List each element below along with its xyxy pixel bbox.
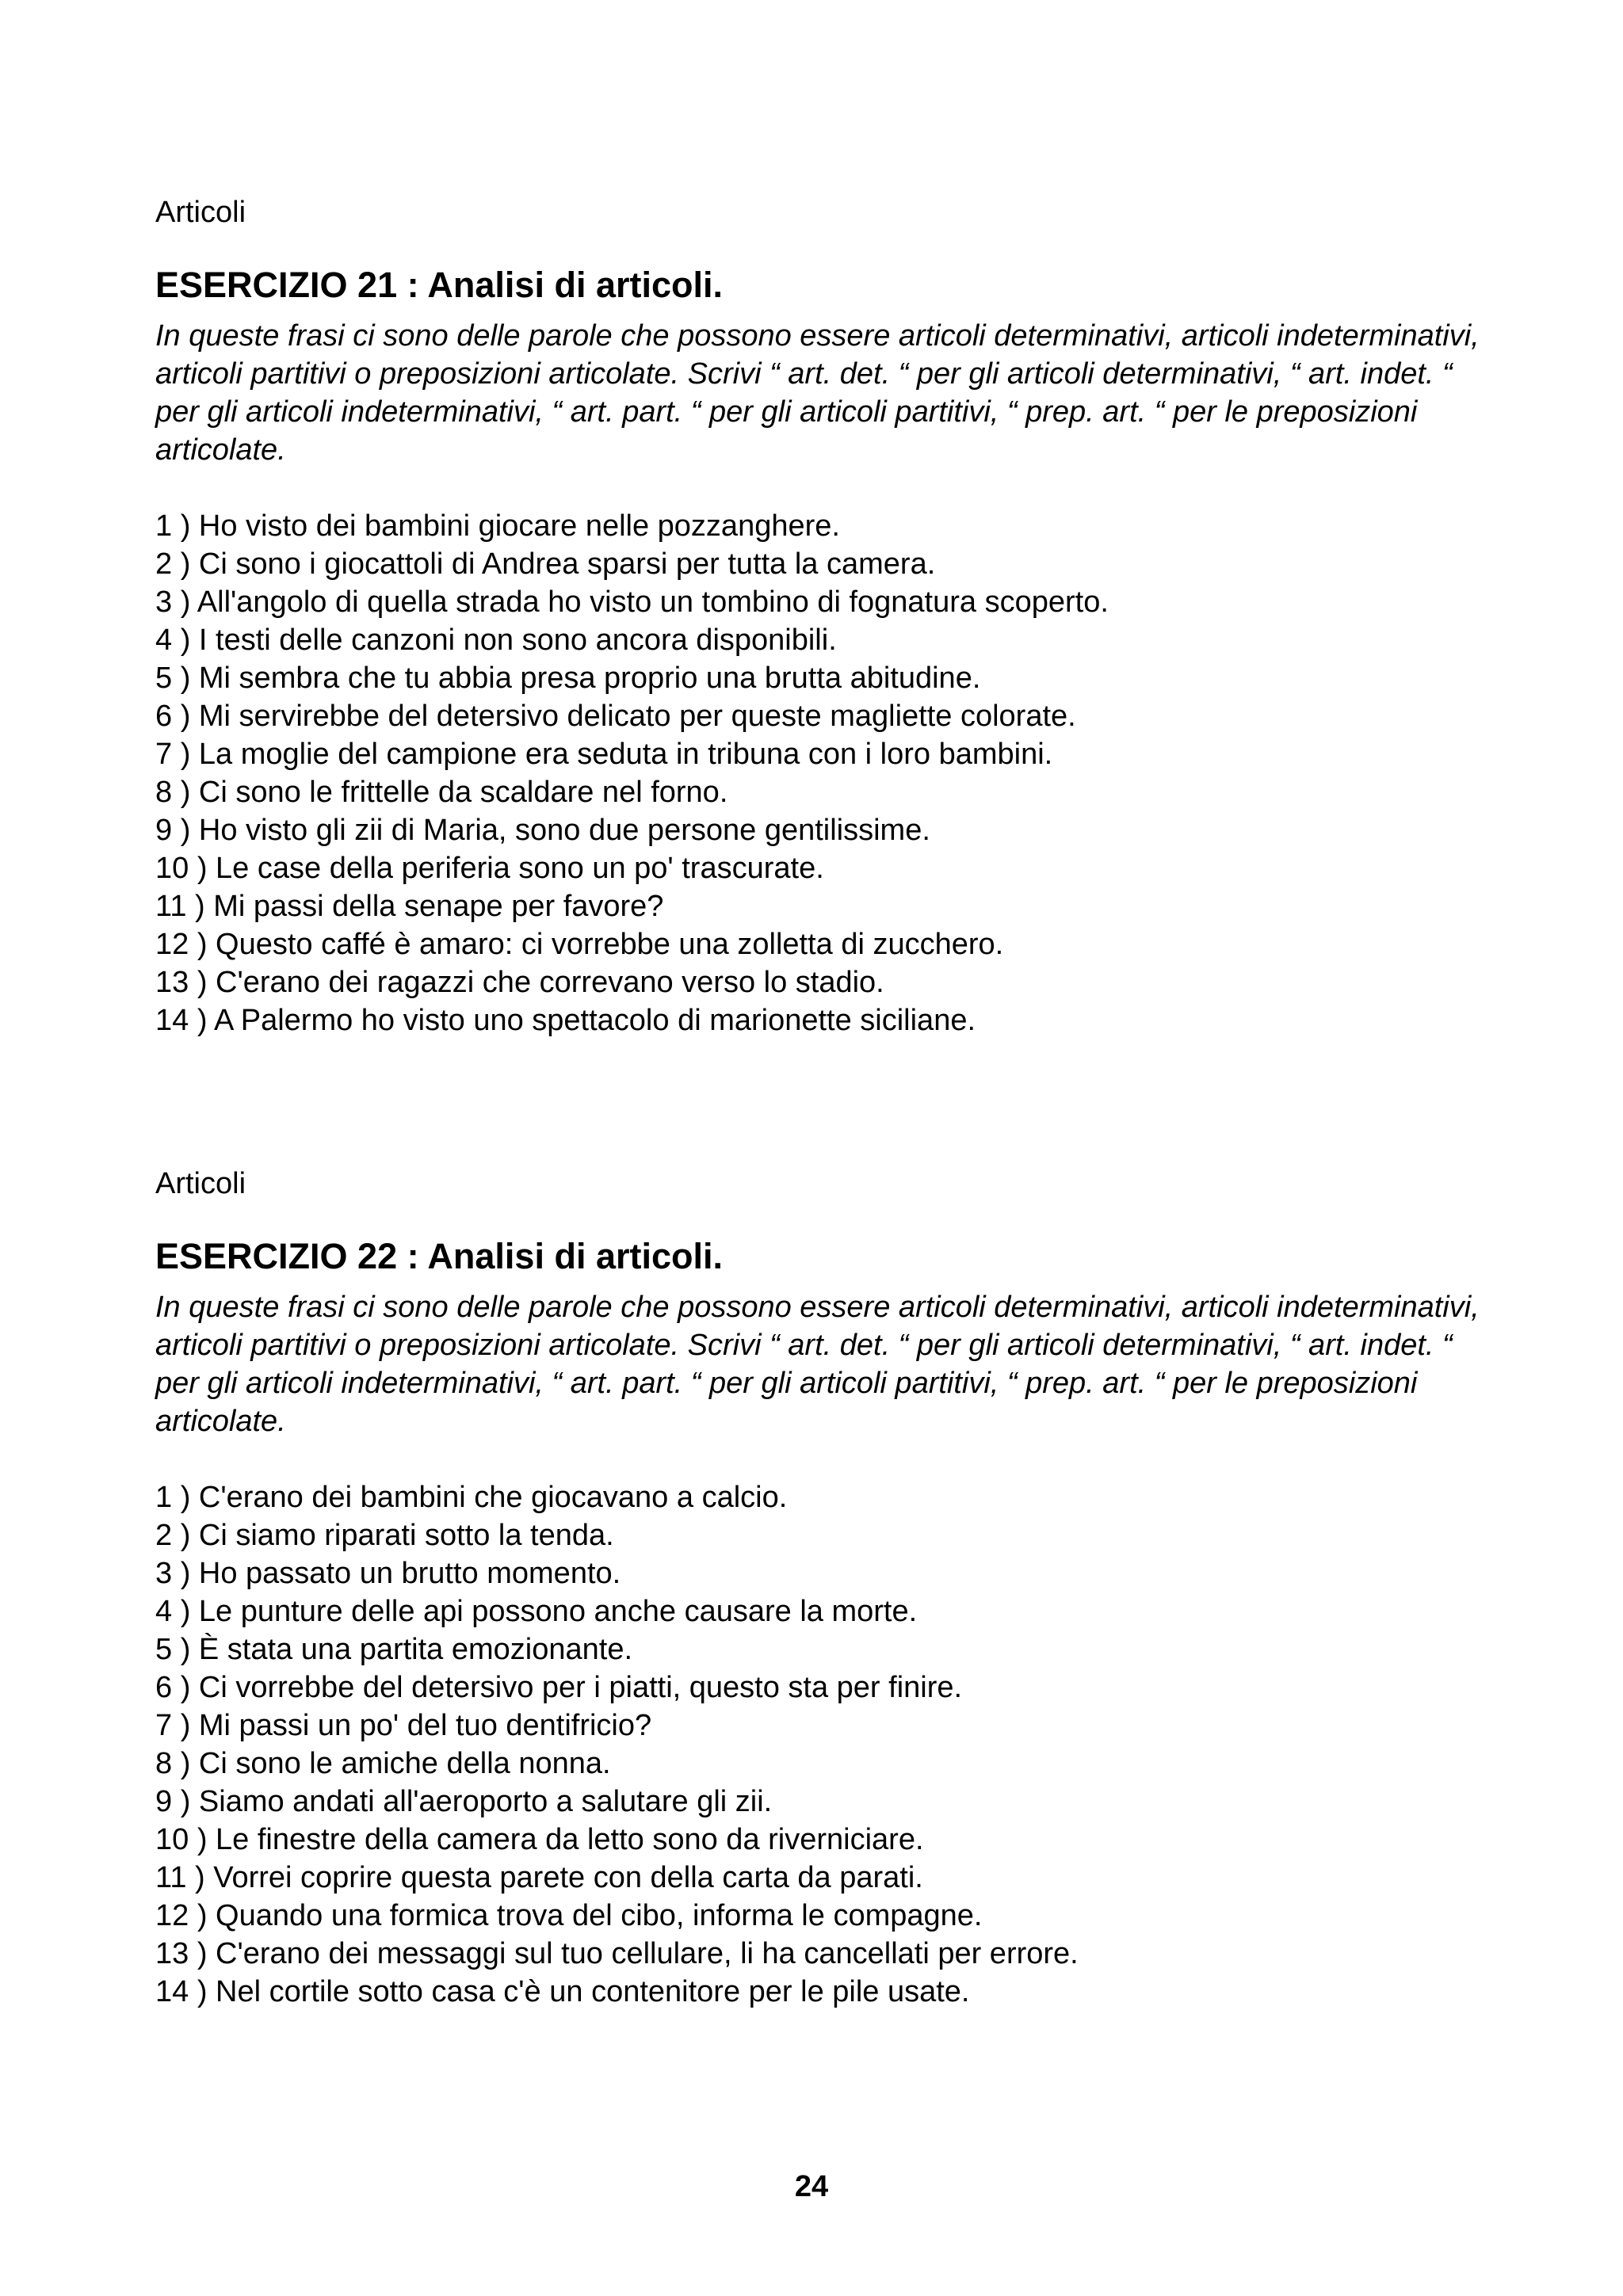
sentence-item: 14 ) A Palermo ho visto uno spettacolo di marionette siciliane. — [155, 1004, 976, 1037]
sentence-item: 11 ) Mi passi della senape per favore? — [155, 890, 664, 923]
sentence-item: 1 ) C'erano dei bambini che giocavano a calcio. — [155, 1481, 788, 1514]
sentence-item: 3 ) Ho passato un brutto momento. — [155, 1557, 621, 1590]
sentence-item: 14 ) Nel cortile sotto casa c'è un contenitore per le pile usate. — [155, 1975, 970, 2008]
sentence-item: 13 ) C'erano dei messaggi sul tuo cellulare, li ha cancellati per errore. — [155, 1937, 1079, 1970]
sentence-item: 3 ) All'angolo di quella strada ho visto un tombino di fognatura scoperto. — [155, 585, 1109, 619]
sentence-item: 6 ) Ci vorrebbe del detersivo per i piatti, questo sta per finire. — [155, 1671, 963, 1704]
page-number: 24 — [794, 2170, 829, 2203]
exercise-title: ESERCIZIO 22 : Analisi di articoli. — [155, 1236, 724, 1276]
sentence-item: 1 ) Ho visto dei bambini giocare nelle pozzanghere. — [155, 509, 840, 543]
sentence-item: 4 ) Le punture delle api possono anche causare la morte. — [155, 1595, 918, 1628]
exercise-instructions: In queste frasi ci sono delle parole che possono essere articoli determinativi, articoli indeterminativi, articoli partitivi o preposizioni articolate. Scrivi “ art. det. “ per gli articoli determinativi, “ art. indet. “ per gli articoli indeterminativi, “ art. part. “ per gli articoli partitivi, “ prep. art. “ per le preposizioni articolate. — [155, 1291, 1480, 1438]
sentence-list — [155, 1478, 1503, 2011]
sentence-item: 2 ) Ci sono i giocattoli di Andrea sparsi per tutta la camera. — [155, 547, 936, 581]
exercise-22 — [155, 1165, 1503, 2011]
sentence-item: 2 ) Ci siamo riparati sotto la tenda. — [155, 1519, 614, 1552]
sentence-item: 9 ) Ho visto gli zii di Maria, sono due persone gentilissime. — [155, 814, 930, 847]
sentence-item: 10 ) Le case della periferia sono un po' trascurate. — [155, 852, 824, 885]
exercise-21 — [155, 193, 1503, 1039]
sentence-list — [155, 507, 1503, 1039]
sentence-item: 12 ) Quando una formica trova del cibo, informa le compagne. — [155, 1899, 983, 1932]
sentence-item: 13 ) C'erano dei ragazzi che correvano verso lo stadio. — [155, 966, 884, 999]
sentence-item: 9 ) Siamo andati all'aeroporto a salutare gli zii. — [155, 1785, 773, 1818]
sentence-item: 5 ) Mi sembra che tu abbia presa proprio una brutta abitudine. — [155, 662, 981, 695]
sentence-item: 7 ) La moglie del campione era seduta in tribuna con i loro bambini. — [155, 738, 1053, 771]
sentence-item: 10 ) Le finestre della camera da letto sono da riverniciare. — [155, 1823, 924, 1856]
category-label: Articoli — [155, 1167, 246, 1200]
sentence-item: 6 ) Mi servirebbe del detersivo delicato per queste magliette colorate. — [155, 700, 1076, 733]
exercise-title: ESERCIZIO 21 : Analisi di articoli. — [155, 265, 724, 305]
sentence-item: 7 ) Mi passi un po' del tuo dentifricio? — [155, 1709, 652, 1742]
sentence-item: 11 ) Vorrei coprire questa parete con della carta da parati. — [155, 1861, 923, 1894]
sentence-item: 8 ) Ci sono le amiche della nonna. — [155, 1747, 611, 1780]
exercise-instructions: In queste frasi ci sono delle parole che possono essere articoli determinativi, articoli indeterminativi, articoli partitivi o preposizioni articolate. Scrivi “ art. det. “ per gli articoli determinativi, “ art. indet. “ per gli articoli indeterminativi, “ art. part. “ per gli articoli partitivi, “ prep. art. “ per le preposizioni articolate. — [155, 319, 1480, 467]
sentence-item: 4 ) I testi delle canzoni non sono ancora disponibili. — [155, 624, 837, 657]
sentence-item: 12 ) Questo caffé è amaro: ci vorrebbe una zolletta di zucchero. — [155, 928, 1004, 961]
sentence-item: 8 ) Ci sono le frittelle da scaldare nel forno. — [155, 776, 728, 809]
category-label: Articoli — [155, 196, 246, 229]
sentence-item: 5 ) È stata una partita emozionante. — [155, 1633, 633, 1666]
